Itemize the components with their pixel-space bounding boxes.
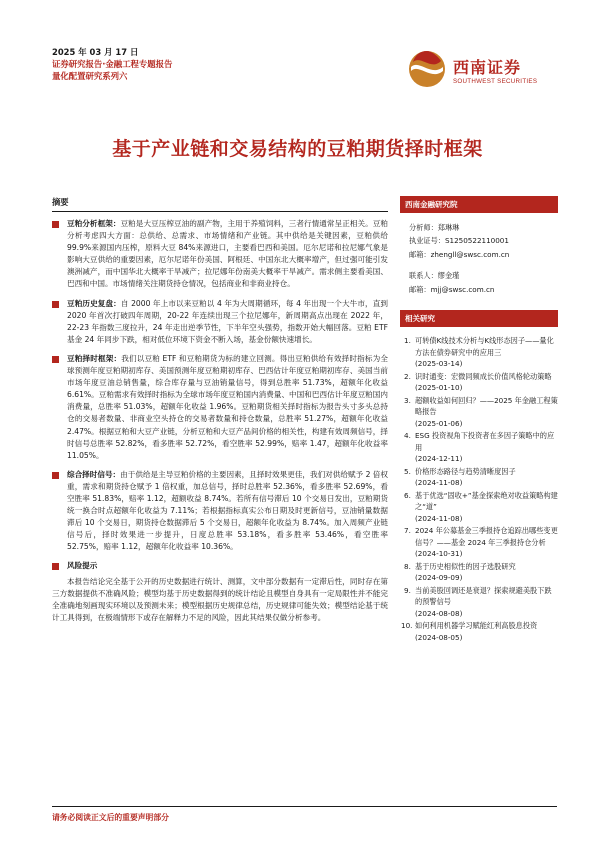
related-section-bar: 相关研究: [400, 310, 558, 327]
related-item[interactable]: 9. 当前美股回调还是衰退？探索规避美股下跌的预警信号 (2024-08-08): [404, 585, 552, 618]
related-item[interactable]: 8. 基于历史相似性的因子选股研究 (2024-09-09): [404, 561, 516, 583]
square-bullet-icon: [52, 472, 59, 479]
square-bullet-icon: [52, 563, 59, 570]
summary-item: [52, 469, 388, 554]
related-item[interactable]: 4. ESG 投资视角下投资者在多因子策略中的应用 (2024-12-11): [404, 431, 555, 464]
square-bullet-icon: [52, 221, 59, 228]
analyst-email[interactable]: 邮箱：zhengll@swsc.com.cn: [409, 249, 510, 259]
spacer: [409, 261, 558, 269]
square-bullet-icon: [52, 301, 59, 308]
square-bullet-icon: [52, 356, 59, 363]
summary-item-text: 自 2000 年上市以来豆粕以 4 年为大周期循环，每 4 年出现一个大牛市，直到 2020 年首次打破四年周期，20-22 年连续出现三个拉尼娜年，新周期高点出现在 2022 年，22-23 年指数三度拉升，24 年走出逆季节性，下半年空头强势，指数开始大幅回落。豆粕 ETF 基金 24 年同步下跌，相对低位环境下资金不断入场，基金份额快速增长。: [67, 298, 389, 344]
analyst-name: 分析师：郑琳琳: [409, 223, 460, 232]
sidebar: [400, 196, 558, 644]
report-type: 证券研究报告·金融工程专题报告: [52, 59, 173, 70]
summary-item: [52, 353, 388, 462]
risk-text: 本报告结论完全基于公开的历史数据进行统计、测算，文中部分数据有一定滞后性，同时存在第三方数据提供不准确风险；模型均基于历史数据得到的统计结论且模型自身具有一定局限性并不能完全准确地刻画现实环境以及预测未来；模型根据历史规律总结，历史规律可能失效；模型结论基于统计工具得到，在极端情形下或存在解释力不足的风险，因此其结果仅做分析参考。: [52, 576, 388, 623]
summary-item-lead: 豆粕历史复盘：: [67, 298, 121, 308]
risk-heading: 风险提示: [67, 561, 98, 571]
report-date: 2025 年 03 月 17 日: [52, 47, 139, 57]
summary-item: [52, 218, 388, 291]
summary-column: [52, 196, 388, 625]
related-list: [400, 335, 558, 643]
summary-item-text: 由于供给是主导豆粕价格的主要因素，且择时效果更佳，我们对供给赋予 2 倍权重，需求和期货持仓赋予 1 倍权重，加总信号，择时总胜率 52.36%，看多胜率 52.69%，看空胜率 51.83%，赔率 1.12，超额收益 8.74%。若所有信号滞后 10 个交易日发出，豆粕期货统一换合时点超额年化收益为 7.11%；若根据指标真实公布日期及时更新信号，豆油销量数据滞后 10 个交易日，期货持仓数据滞后 5 个交易日，超额年化收益为 8.74%。加入周频产业链信号后，择时效果进一步提升，日度总胜率 53.18%，看多胜率 53.46%，看空胜率 52.75%，赔率 1.12，超额年化收益率 10.36%。: [67, 469, 388, 552]
contact-email[interactable]: 邮箱：mjj@swsc.com.cn: [409, 284, 495, 294]
summary-item-lead: 豆粕择时框架：: [67, 353, 122, 363]
analyst-section-bar: 西南金融研究院: [400, 196, 558, 213]
page-footer: 请务必阅读正文后的重要声明部分: [52, 806, 557, 823]
summary-item: [52, 298, 388, 346]
related-item[interactable]: 2. 识时通变：宏微同频成长价值风格轮动策略 (2025-01-10): [404, 371, 552, 393]
analyst-license: 执业证号：S1250522110001: [409, 236, 509, 246]
risk-heading-row: [52, 560, 388, 572]
contact-name: 联系人：缪金瑾: [409, 271, 460, 281]
page-title: 基于产业链和交易结构的豆粕期货择时框架: [112, 138, 483, 160]
brand-name-cn: 西南证券: [453, 58, 522, 77]
summary-item-text: 我们以豆粕 ETF 和豆粕期货为标的建立回测。得出豆粕供给有效择时指标为全球预测年度豆粕期初库存、美国预测年度豆粕期初库存、巴西估计年度豆粕期初库存、美国当前市场年度豆油总销售量，综合库存量与豆油销量信号，得到总胜率 51.73%，超额年化收益 6.61%。豆粕需求有效择时指标为全球市场年度豆粕国内消费量、中国和巴西估计年度豆粕国内消费量，总胜率 51.03%，超额年化收益 1.96%。豆粕期货相关择时指标为报告头寸多头总持仓的交易者数量、非商业空头持仓的交易者数量和持仓数量，总胜率 51.27%，超额年化收益 2.47%。根据豆粕和大豆产业链，分析豆粕和大豆产品间价格的相关性，构建有效周频信号，择时信号总胜率 52.82%，看多胜率 52.72%，看空胜率 52.99%，赔率 1.47，超额年化收益率 11.05%。: [67, 353, 388, 460]
report-series: 量化配置研究系列六: [52, 71, 128, 82]
summary-item-lead: 综合择时信号：: [67, 469, 121, 479]
related-item[interactable]: 7. 2024 年公募基金三季报持仓追踪出哪些变更信号？——基金 2024 年三季报持仓分析 (2024-10-31): [404, 526, 558, 559]
related-item[interactable]: 3. 超额收益如何回归？——2025 年金融工程策略报告 (2025-01-06): [404, 395, 558, 428]
related-item[interactable]: 1. 可转债K线技术分析与K线形态因子——量化方法在债券研究中的应用三 (2025-03-14): [404, 336, 554, 369]
brand-emblem-icon: [407, 49, 447, 89]
related-item[interactable]: 5. 价格形态路径与趋势清晰度因子 (2024-11-08): [404, 466, 516, 488]
related-item[interactable]: 10. 如何利用机器学习赋能红利高股息投资 (2024-08-05): [401, 621, 538, 642]
brand-logo: [407, 49, 557, 93]
summary-item-text: 豆粕是大豆压榨豆油的副产物，主用于养殖饲料，三者行情通常呈正相关。豆粕分析考虑四大方面：总供给、总需求、市场情绪和产业链。其中供给是关键因素，豆粕供给 99.9%来源国内压榨，原料大豆 84%来源进口，主要看巴西和美国。厄尔尼诺和拉尼娜气象是影响大豆供给的重要因素，厄尔尼诺年份美国、阿根廷、中国东北大概率增产，但过强可能引发澳洲减产，而中国华北大概率干旱减产；拉尼娜年份南美大概率干旱减产。需求侧主要看美国、巴西和中国。市场情绪关注期货持仓情况，包括商业和非商业持仓。: [67, 219, 389, 289]
summary-heading: 摘要: [52, 196, 388, 212]
analyst-info: [400, 221, 558, 296]
brand-name-en: SOUTHWEST SECURITIES: [453, 78, 538, 85]
summary-item-lead: 豆粕分析框架：: [67, 219, 121, 228]
related-item[interactable]: 6. 基于优选“固收+”基金探索绝对收益策略构建之“道” (2024-11-08): [404, 490, 558, 523]
report-header: [52, 46, 172, 83]
